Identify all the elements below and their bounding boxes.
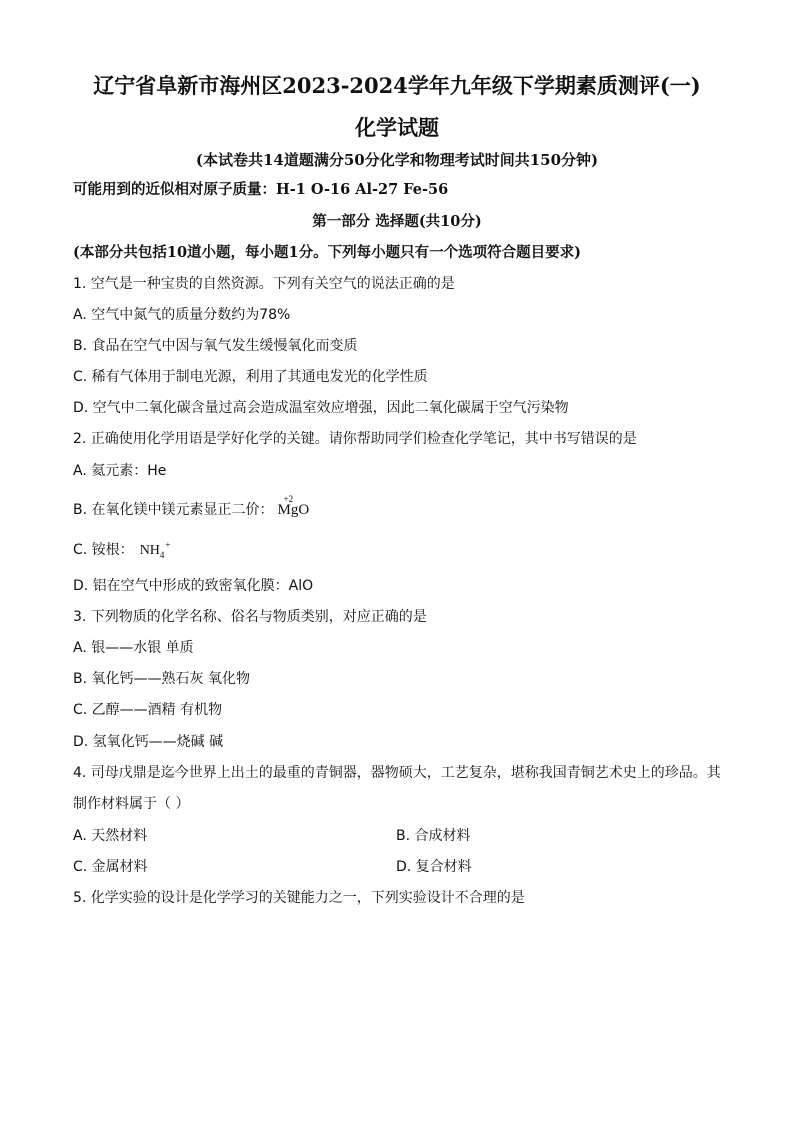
atomic-masses: 可能用到的近似相对原子质量：H-1 O-16 Al-27 Fe-56 — [73, 181, 449, 198]
ammonium-subscript: 4 — [159, 549, 165, 560]
mgo-symbol: MgO — [277, 502, 310, 518]
question-4-stem-line-2: 制作材料属于（ ） — [73, 796, 190, 812]
exam-subtitle: 化学试题 — [355, 115, 439, 140]
question-3-option-a: A. 银——水银 单质 — [73, 640, 194, 656]
ammonium-formula — [139, 540, 171, 565]
exam-title: 辽宁省阜新市海州区2023-2024学年九年级下学期素质测评(一) — [93, 73, 701, 98]
question-3-option-d: D. 氢氧化钙——烧碱 碱 — [73, 734, 224, 750]
question-1-option-a: A. 空气中氮气的质量分数约为78% — [73, 307, 291, 323]
question-2-option-c — [73, 540, 171, 565]
question-3-option-c: C. 乙醇——酒精 有机物 — [73, 702, 223, 718]
question-4-stem-line-1: 4. 司母戊鼎是迄今世界上出土的最重的青铜器，器物硕大，工艺复杂，堪称我国青铜艺术史上的珍品。其 — [73, 765, 721, 781]
section-instruction: (本部分共包括10道小题，每小题1分。下列每小题只有一个选项符合题目要求) — [73, 244, 581, 261]
mgo-formula — [277, 494, 310, 520]
question-4-option-c: C. 金属材料 — [73, 859, 148, 875]
question-3-stem: 3. 下列物质的化学名称、俗名与物质类别，对应正确的是 — [73, 609, 427, 625]
mg-valence: +2 — [283, 494, 294, 504]
question-1-option-b: B. 食品在空气中因与氧气发生缓慢氧化而变质 — [73, 338, 358, 354]
ammonium-charge: + — [165, 540, 171, 550]
question-5-stem: 5. 化学实验的设计是化学学习的关键能力之一，下列实验设计不合理的是 — [73, 890, 525, 906]
ammonium-symbol: NH — [139, 543, 160, 558]
question-4-option-a: A. 天然材料 — [73, 828, 148, 844]
question-3-option-b: B. 氧化钙——熟石灰 氧化物 — [73, 671, 250, 687]
question-2-option-a: A. 氦元素：He — [73, 463, 167, 479]
question-1-option-d: D. 空气中二氧化碳含量过高会造成温室效应增强，因此二氧化碳属于空气污染物 — [73, 400, 569, 416]
exam-note: (本试卷共14道题满分50分化学和物理考试时间共150分钟) — [195, 151, 599, 169]
question-2-option-c-text: C. 铵根： — [73, 542, 134, 558]
question-1-option-c: C. 稀有气体用于制电光源，利用了其通电发光的化学性质 — [73, 369, 428, 385]
question-2-option-b-text: B. 在氧化镁中镁元素显正二价： — [73, 502, 274, 518]
question-2-option-b — [73, 494, 310, 520]
section-title: 第一部分 选择题(共10分) — [312, 213, 482, 230]
question-2-stem: 2. 正确使用化学用语是学好化学的关键。请你帮助同学们检查化学笔记，其中书写错误的是 — [73, 431, 637, 447]
question-4-option-d: D. 复合材料 — [396, 859, 472, 875]
question-4-option-b: B. 合成材料 — [396, 828, 471, 844]
question-2-option-d: D. 铝在空气中形成的致密氧化膜：AlO — [73, 578, 314, 594]
question-1-stem: 1. 空气是一种宝贵的自然资源。下列有关空气的说法正确的是 — [73, 276, 455, 292]
